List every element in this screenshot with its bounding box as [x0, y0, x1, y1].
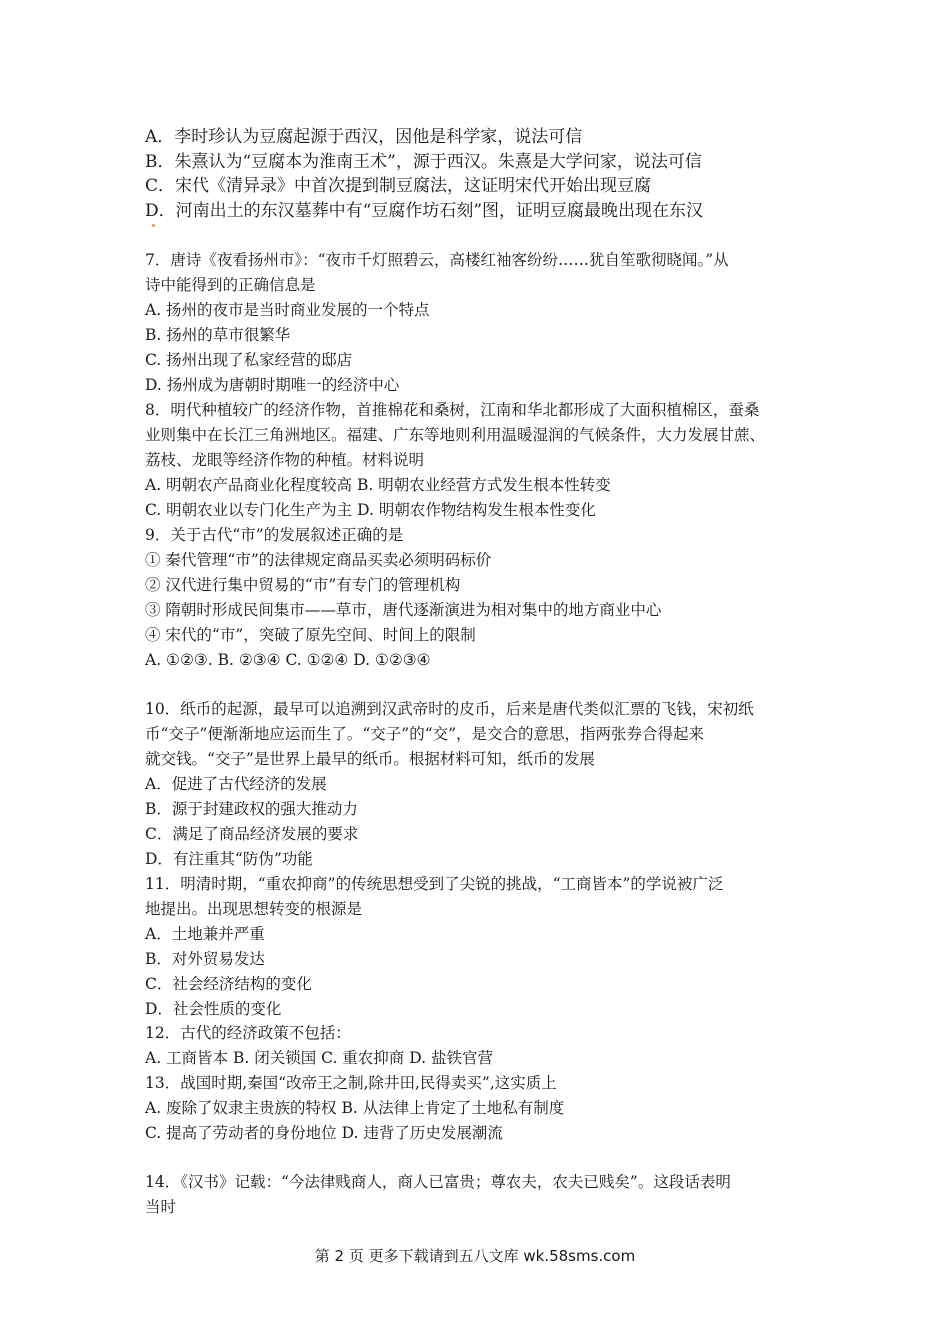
q6-option-d: D．河南出土的东汉墓葬中有“豆腐作坊石刻”图，证明豆腐最晚出现在东汉 — [145, 201, 704, 221]
stray-mark — [152, 224, 155, 227]
q7-option-b: B. 扬州的草市很繁华 — [145, 326, 291, 344]
q10-option-a: A．促进了古代经济的发展 — [145, 775, 327, 793]
q10-option-c: C．满足了商品经济发展的要求 — [145, 825, 359, 843]
q7-stem-line-2: 诗中能得到的正确信息是 — [145, 276, 316, 294]
q8-stem-line-3: 荔枝、龙眼等经济作物的种植。材料说明 — [145, 451, 425, 469]
q10-stem-line-1: 10．纸币的起源，最早可以追溯到汉武帝时的皮币，后来是唐代类似汇票的飞钱，宋初纸 — [145, 700, 754, 718]
q7-option-d: D. 扬州成为唐朝时期唯一的经济中心 — [145, 376, 400, 394]
q13-options-row-1: A. 废除了奴隶主贵族的特权 B. 从法律上肯定了土地私有制度 — [145, 1099, 565, 1117]
q9-options: A. ①②③. B. ②③④ C. ①②④ D. ①②③④ — [145, 651, 431, 669]
q10-option-d: D．有注重其“防伪”功能 — [145, 850, 313, 868]
q14-stem-line-2: 当时 — [145, 1198, 177, 1216]
q11-stem-line-1: 11．明清时期，“重农抑商”的传统思想受到了尖锐的挑战，“工商皆本”的学说被广泛 — [145, 875, 724, 893]
page-footer: 第 2 页 更多下载请到五八文库 wk.58sms.com — [314, 1247, 636, 1265]
q9-item-3: ③ 隋朝时形成民间集市——草市，唐代逐渐演进为相对集中的地方商业中心 — [145, 601, 662, 619]
q10-stem-line-3: 就交钱。“交子”是世界上最早的纸币。根据材料可知，纸币的发展 — [145, 750, 595, 768]
q9-stem: 9．关于古代“市”的发展叙述正确的是 — [145, 526, 404, 544]
q7-option-a: A. 扬州的夜市是当时商业发展的一个特点 — [145, 301, 430, 319]
q11-option-d: D．社会性质的变化 — [145, 1000, 282, 1018]
q6-option-c: C．宋代《清异录》中首次提到制豆腐法，这证明宋代开始出现豆腐 — [145, 176, 652, 196]
q11-stem-line-2: 地提出。出现思想转变的根源是 — [145, 900, 363, 918]
q12-options: A. 工商皆本 B. 闭关锁国 C. 重农抑商 D. 盐铁官营 — [145, 1049, 493, 1067]
q9-item-1: ① 秦代管理“市”的法律规定商品买卖必须明码标价 — [145, 551, 492, 569]
q11-option-a: A．土地兼并严重 — [145, 925, 265, 943]
q14-stem-line-1: 14．《汉书》记载：“今法律贱商人，商人已富贵；尊农夫，农夫已贱矣”。这段话表明 — [145, 1173, 731, 1191]
q8-options-row-2: C. 明朝农业以专门化生产为主 D. 明朝农作物结构发生根本性变化 — [145, 501, 596, 519]
q6-option-b: B．朱熹认为“豆腐本为淮南王术”，源于西汉。朱熹是大学问家，说法可信 — [145, 152, 702, 172]
q10-stem-line-2: 币“交子”便渐渐地应运而生了。“交子”的“交”，是交合的意思，指两张券合得起来 — [145, 725, 705, 743]
q8-stem-line-1: 8．明代种植较广的经济作物，首推棉花和桑树，江南和华北都形成了大面积植棉区，蚕桑 — [145, 401, 760, 419]
q9-item-4: ④ 宋代的“市”，突破了原先空间、时间上的限制 — [145, 626, 476, 644]
q13-stem: 13．战国时期,秦国“改帝王之制,除井田,民得卖买”,这实质上 — [145, 1074, 557, 1092]
q11-option-b: B．对外贸易发达 — [145, 950, 265, 968]
q9-item-2: ② 汉代进行集中贸易的“市”有专门的管理机构 — [145, 576, 461, 594]
q6-option-a: A．李时珍认为豆腐起源于西汉，因他是科学家，说法可信 — [145, 127, 583, 147]
q13-options-row-2: C. 提高了劳动者的身份地位 D. 违背了历史发展潮流 — [145, 1124, 503, 1142]
q7-option-c: C. 扬州出现了私家经营的邸店 — [145, 351, 353, 369]
q7-stem-line-1: 7．唐诗《夜看扬州市》：“夜市千灯照碧云，高楼红袖客纷纷……犹自笙歌彻晓闻。”从 — [145, 251, 729, 269]
q8-options-row-1: A. 明朝农产品商业化程度较高 B. 明朝农业经营方式发生根本性转变 — [145, 476, 611, 494]
q8-stem-line-2: 业则集中在长江三角洲地区。福建、广东等地则利用温暖湿润的气候条件，大力发展甘蔗、 — [145, 426, 766, 444]
q10-option-b: B．源于封建政权的强大推动力 — [145, 800, 358, 818]
q11-option-c: C．社会经济结构的变化 — [145, 975, 312, 993]
q12-stem: 12．古代的经济政策不包括： — [145, 1024, 351, 1042]
